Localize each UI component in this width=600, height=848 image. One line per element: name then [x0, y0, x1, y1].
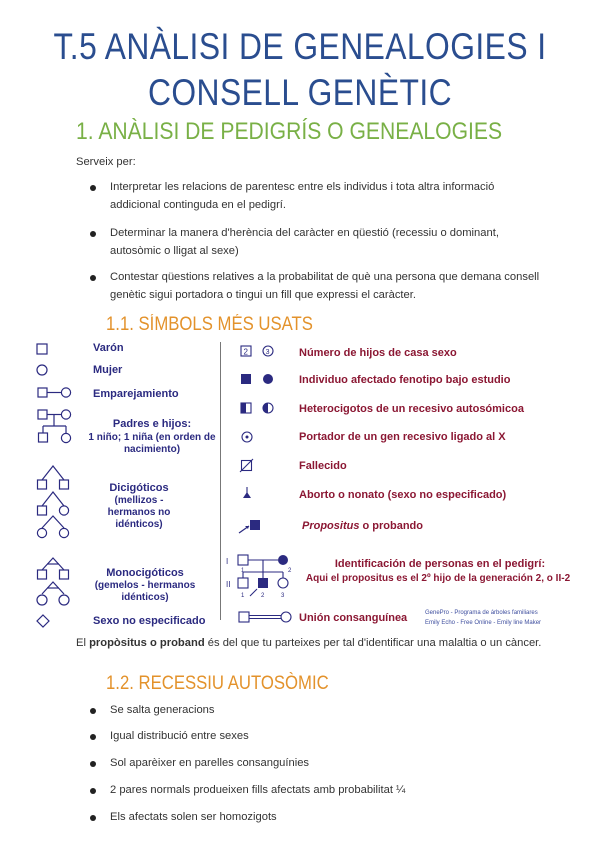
section-1-2-bullet-2: Igual distribució entre sexes: [110, 730, 249, 742]
label-varon: Varón: [93, 342, 124, 354]
label-heterocigotos: Heterocigotos de un recesivo autosómicoa: [299, 403, 524, 415]
parents-children-symbol: [37, 409, 73, 449]
section-1-2-bullet-3: Sol aparèixer en parelles consanguínies: [110, 757, 310, 769]
mating-symbol: [37, 386, 73, 400]
generation-ii-label: II: [226, 580, 231, 589]
dizygotic-twins-symbol: [36, 464, 72, 542]
generation-i-label: I: [226, 557, 229, 566]
section-1-1-heading: 1.1. SÍMBOLS MÉS USATS: [106, 314, 313, 335]
label-identificacion-sub: Aqui el propositus es el 2º hijo de la generación 2, o II-2: [305, 573, 571, 584]
bullet-dot: [90, 231, 96, 237]
source-genepro: GenePro - Programa de árboles familiares: [425, 610, 538, 616]
generation-ii-index-2: 2: [261, 593, 265, 599]
number-children-female-text: 3: [265, 349, 270, 356]
label-emparejamiento: Emparejamiento: [93, 388, 179, 400]
title-line-1: T.5 ANÀLISI DE GENEALOGIES I: [53, 26, 547, 67]
section-1-bullet-2: Determinar la manera d'herència del caràcter en qüestió (recessiu o dominant, autosòmic o lligat al sexe): [110, 227, 499, 257]
number-children-symbol: [240, 345, 278, 359]
heterozygote-symbol: [240, 402, 278, 416]
bullet-dot: [90, 761, 96, 767]
consanguineous-union-symbol: [238, 609, 292, 625]
label-portador: Portador de un gen recesivo ligado al X: [299, 431, 506, 443]
symbols-divider: [220, 342, 221, 620]
label-monocigoticos: Monocigóticos: [106, 567, 184, 579]
label-monocigoticos-sub: (gemelos - hermanos idénticos): [94, 580, 196, 603]
female-symbol: [36, 364, 48, 376]
title-line-2: CONSELL GENÈTIC: [147, 72, 453, 113]
section-1-2-bullet-4: 2 pares normals produeixen fills afectats amb probabilitat ¼: [110, 784, 406, 796]
label-propositus-italic: Propositus: [302, 520, 360, 532]
section-1-heading: 1. ANÀLISI DE PEDIGRÍS O GENEALOGIES: [76, 118, 503, 145]
label-dicigoticos-sub: (mellizos - hermanos no idénticos): [107, 495, 171, 530]
section-1-2-bullet-1: Se salta generacions: [110, 704, 215, 716]
propositus-para-start: El: [76, 637, 90, 649]
label-propositus-rest: o probando: [359, 520, 423, 532]
bullet-dot: [90, 185, 96, 191]
sex-unspecified-symbol: [36, 614, 50, 628]
propositus-symbol: [238, 516, 264, 536]
propositus-paragraph: [76, 634, 546, 652]
abortion-symbol: [240, 486, 254, 502]
x-carrier-symbol: [240, 430, 254, 444]
label-fallecido: Fallecido: [299, 460, 347, 472]
generation-i-index-2: 2: [288, 568, 292, 574]
deceased-symbol: [240, 459, 254, 473]
section-1-bullet-3: Contestar qüestions relatives a la probabilitat de què una persona que demana consell genètic sigui portadora o tingui un fill que expressi el caràcter.: [110, 271, 540, 301]
section-1-intro: Serveix per:: [76, 156, 136, 168]
bullet-dot: [90, 815, 96, 821]
label-dicigoticos: Dicigóticos: [109, 482, 169, 494]
label-numero-hijos: Número de hijos de casa sexo: [299, 347, 457, 359]
section-1-2-heading: 1.2. RECESSIU AUTOSÒMIC: [106, 673, 329, 694]
label-mujer: Mujer: [93, 364, 123, 376]
bullet-dot: [90, 734, 96, 740]
label-sexo-no-especificado: Sexo no especificado: [93, 615, 206, 627]
generation-ii-index-3: 3: [281, 593, 285, 599]
male-symbol: [36, 343, 48, 355]
bullet-dot: [90, 275, 96, 281]
number-children-male-text: 2: [243, 347, 248, 357]
affected-symbol: [240, 373, 278, 387]
pedigree-identification-symbol: [226, 552, 298, 598]
section-1-2-bullet-5: Els afectats solen ser homozigots: [110, 811, 277, 823]
label-individuo-afectado: Individuo afectado fenotipo bajo estudio: [299, 374, 511, 386]
monozygotic-twins-symbol: [36, 556, 72, 612]
label-padres-sub: 1 niño; 1 niña (en orden de nacimiento): [88, 432, 216, 455]
label-propositus: [302, 520, 423, 533]
source-emily: Emily Echo - Free Online - Emily line Maker: [425, 620, 542, 626]
label-aborto: Aborto o nonato (sexo no especificado): [299, 489, 507, 501]
generation-i-index-1: 1: [241, 568, 245, 574]
label-union-consanguinea: Unión consanguínea: [299, 612, 408, 624]
propositus-para-bold: propòsitus o proband: [89, 637, 205, 649]
section-1-bullet-1: Interpretar les relacions de parentesc entre els individus i tota altra informació addicional continguda en el pedigrí.: [110, 181, 495, 211]
propositus-para-rest: és del que tu parteixes per tal d'identificar una malaltia o un càncer.: [204, 637, 542, 649]
bullet-dot: [90, 708, 96, 714]
generation-ii-index-1: 1: [241, 593, 245, 599]
label-identificacion: Identificación de personas en el pedigrí:: [334, 558, 546, 570]
bullet-dot: [90, 788, 96, 794]
label-padres: Padres e hijos:: [112, 418, 192, 430]
